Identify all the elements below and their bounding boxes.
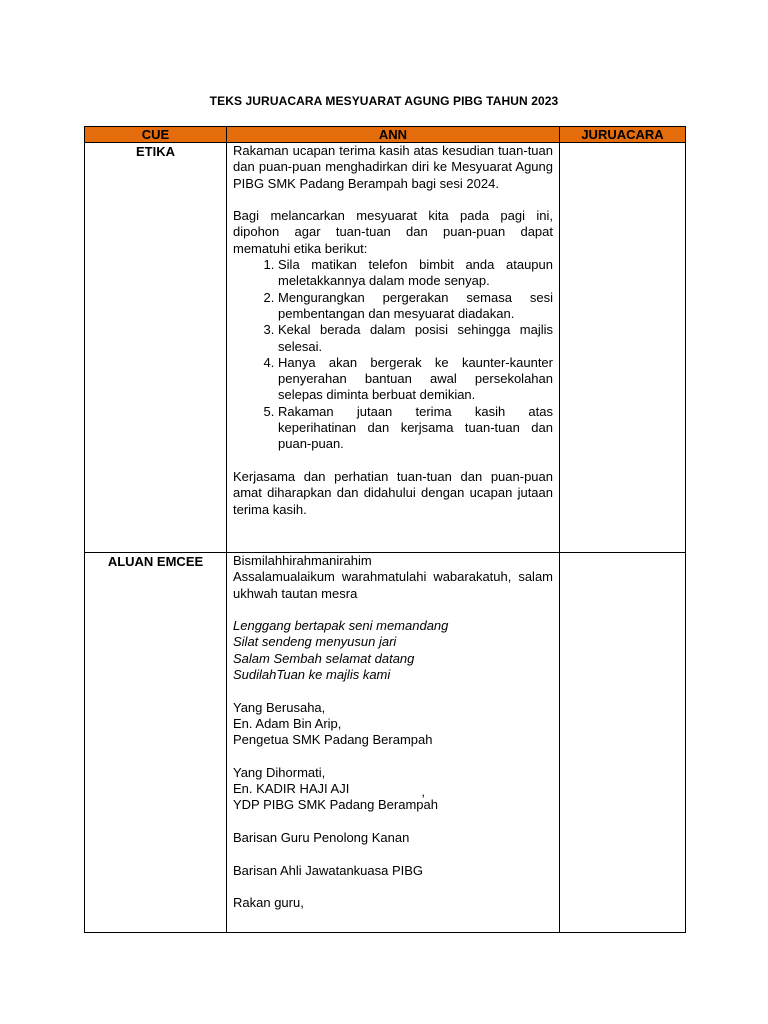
table-header-row (85, 127, 686, 143)
table-row (85, 553, 686, 933)
ann-cell (227, 143, 560, 553)
cue-cell: ALUAN EMCEE (85, 553, 227, 933)
dihormati-label: Yang Dihormati, (233, 764, 326, 780)
etika-closing: Kerjasama dan perhatian tuan-tuan dan puan-puan amat diharapkan dan didahului dengan ucapan jutaan terima kasih. (233, 468, 553, 517)
header-cue: CUE (85, 127, 227, 143)
list-item: 3. Kekal berada dalam posisi sehingga majlis selesai. (278, 322, 553, 355)
ann-cell (227, 553, 560, 933)
pantun-line: Salam Sembah selamat datang (233, 650, 415, 666)
berusaha-role: Pengetua SMK Padang Berampah (233, 732, 433, 748)
list-item: 5. Rakaman jutaan terima kasih atas keperihatinan dan kerjsama tuan-tuan dan puan-puan. (278, 404, 553, 453)
header-ann: ANN (227, 127, 560, 143)
pantun-line: Lenggang bertapak seni memandang (233, 618, 449, 634)
pantun-line: SudilahTuan ke majlis kami (233, 667, 391, 683)
berusaha-label: Yang Berusaha, (233, 699, 326, 715)
juruacara-cell (560, 553, 686, 933)
etika-lead: Bagi melancarkan mesyuarat kita pada pagi ini, dipohon agar tuan-tuan dan puan-puan dapat mematuhi etika berikut: (233, 208, 553, 256)
juruacara-cell (560, 143, 686, 553)
dihormati-name-text: En. KADIR HAJI AJI (233, 781, 350, 797)
stray-comma: , (421, 784, 425, 800)
etika-intro: Rakaman ucapan terima kasih atas kesudian tuan-tuan dan puan-puan menghadirkan diri ke Mesyuarat Agung PIBG SMK Padang Berampah bagi sesi 2024. (233, 143, 553, 191)
ahli-jawatankuasa: Barisan Ahli Jawatankuasa PIBG (233, 862, 424, 878)
table-row (85, 143, 686, 553)
dihormati-name (233, 781, 553, 800)
list-item: 2. Mengurangkan pergerakan semasa sesi pembentangan dan mesyuarat diadakan. (278, 290, 553, 323)
list-item: 1. Sila matikan telefon bimbit anda ataupun meletakkannya dalam mode senyap. (278, 257, 553, 290)
greeting-bismillah: Bismilahhirahmanirahim (233, 553, 372, 568)
document-title: TEKS JURUACARA MESYUARAT AGUNG PIBG TAHUN 2023 (209, 94, 559, 108)
pantun-line: Silat sendeng menyusun jari (233, 634, 397, 650)
berusaha-name: En. Adam Bin Arip, (233, 715, 342, 731)
list-item: 4. Hanya akan bergerak ke kaunter-kaunter penyerahan bantuan awal persekolahan selepas diminta berbuat demikian. (278, 355, 553, 404)
etika-list (233, 257, 553, 453)
dihormati-role: YDP PIBG SMK Padang Berampah (233, 797, 438, 813)
script-table (84, 126, 686, 933)
rakan-guru: Rakan guru, (233, 895, 304, 911)
header-juruacara: JURUACARA (560, 127, 686, 143)
cue-cell: ETIKA (85, 143, 227, 553)
greeting-salam: Assalamualaikum warahmatulahi wabarakatuh, salam ukhwah tautan mesra (233, 569, 553, 601)
guru-penolong-kanan: Barisan Guru Penolong Kanan (233, 830, 410, 846)
